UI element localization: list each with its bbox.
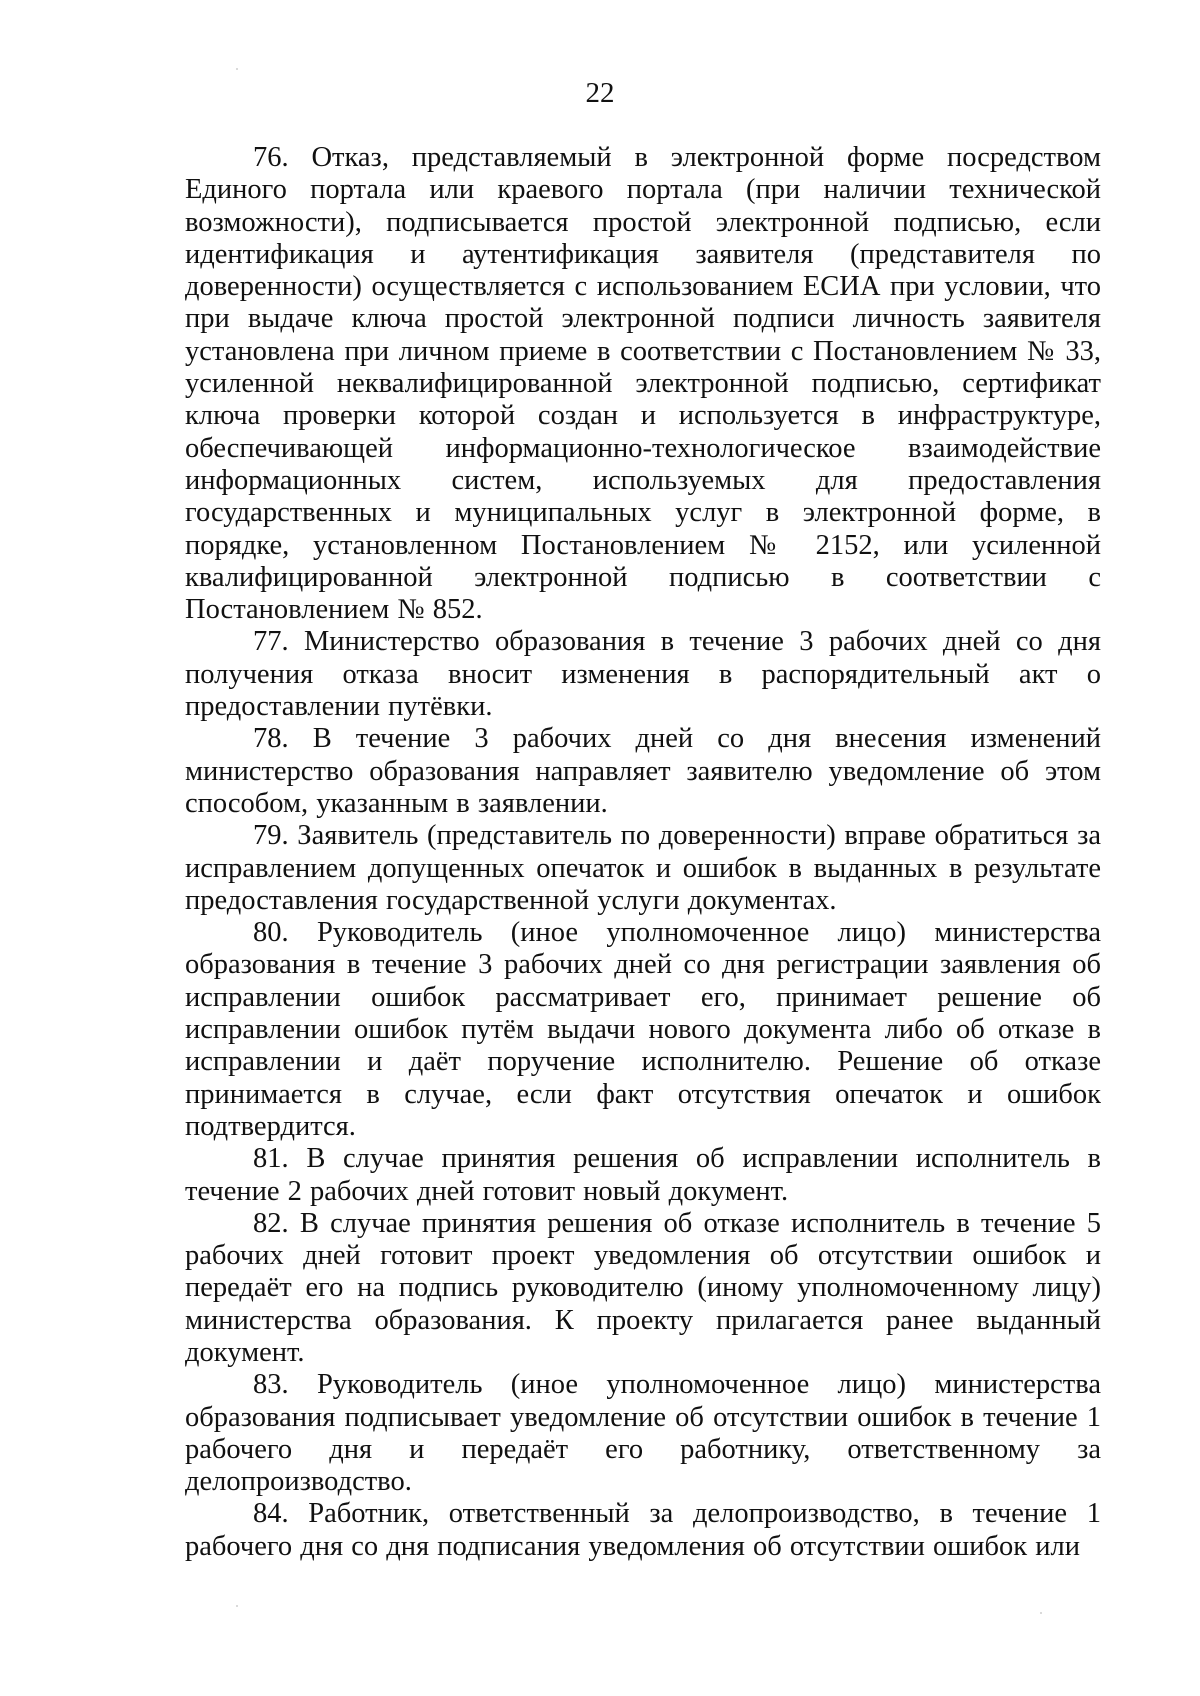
- scan-speck: [236, 1605, 238, 1607]
- paragraph-84: 84. Работник, ответственный за делопроизводство, в течение 1 рабочего дня со дня подписания уведомления об отсутствии ошибок или: [185, 1498, 1101, 1562]
- scan-speck: [236, 68, 238, 70]
- paragraph-76: 76. Отказ, представляемый в электронной форме посредством Единого портала или краевого портала (при наличии технической возможности), подписывается простой электронной подписью, если идентификация и аутентификация заявителя (представителя по доверенности) осуществляется с использованием ЕСИА при условии, что при выдаче ключа простой электронной подписи личность заявителя установлена при личном приеме в соответствии с Постановлением № 33, усиленной неквалифицированной электронной подписью, сертификат ключа проверки которой создан и используется в инфраструктуре, обеспечивающей информационно-технологическое взаимодействие информационных систем, используемых для предоставления государственных и муниципальных услуг в электронной форме, в порядке, установленном Постановлением № 2152, или усиленной квалифицированной электронной подписью в соответствии с Постановлением № 852.: [185, 142, 1101, 626]
- paragraph-80: 80. Руководитель (иное уполномоченное лицо) министерства образования в течение 3 рабочих дней со дня регистрации заявления об исправлении ошибок рассматривает его, принимает решение об исправлении ошибок путём выдачи нового документа либо об отказе в исправлении и даёт поручение исполнителю. Решение об отказе принимается в случае, если факт отсутствия опечаток и ошибок подтвердится.: [185, 917, 1101, 1142]
- paragraph-81: 81. В случае принятия решения об исправлении исполнитель в течение 2 рабочих дней готовит новый документ.: [185, 1143, 1101, 1207]
- document-body: [185, 142, 1101, 1563]
- paragraph-77: 77. Министерство образования в течение 3 рабочих дней со дня получения отказа вносит изменения в распорядительный акт о предоставлении путёвки.: [185, 626, 1101, 723]
- paragraph-82: 82. В случае принятия решения об отказе исполнитель в течение 5 рабочих дней готовит проект уведомления об отсутствии ошибок и передаёт его на подпись руководителю (иному уполномоченному лицу) министерства образования. К проекту прилагается ранее выданный документ.: [185, 1207, 1101, 1368]
- paragraph-79: 79. Заявитель (представитель по доверенности) вправе обратиться за исправлением допущенных опечаток и ошибок в выданных в результате предоставления государственной услуги документах.: [185, 820, 1101, 916]
- paragraph-78: 78. В течение 3 рабочих дней со дня внесения изменений министерство образования направляет заявителю уведомление об этом способом, указанным в заявлении.: [185, 723, 1101, 819]
- page-number: 22: [585, 77, 615, 109]
- scan-speck: [1040, 1612, 1042, 1614]
- paragraph-83: 83. Руководитель (иное уполномоченное лицо) министерства образования подписывает уведомление об отсутствии ошибок в течение 1 рабочего дня и передаёт его работнику, ответственному за делопроизводство.: [185, 1369, 1101, 1498]
